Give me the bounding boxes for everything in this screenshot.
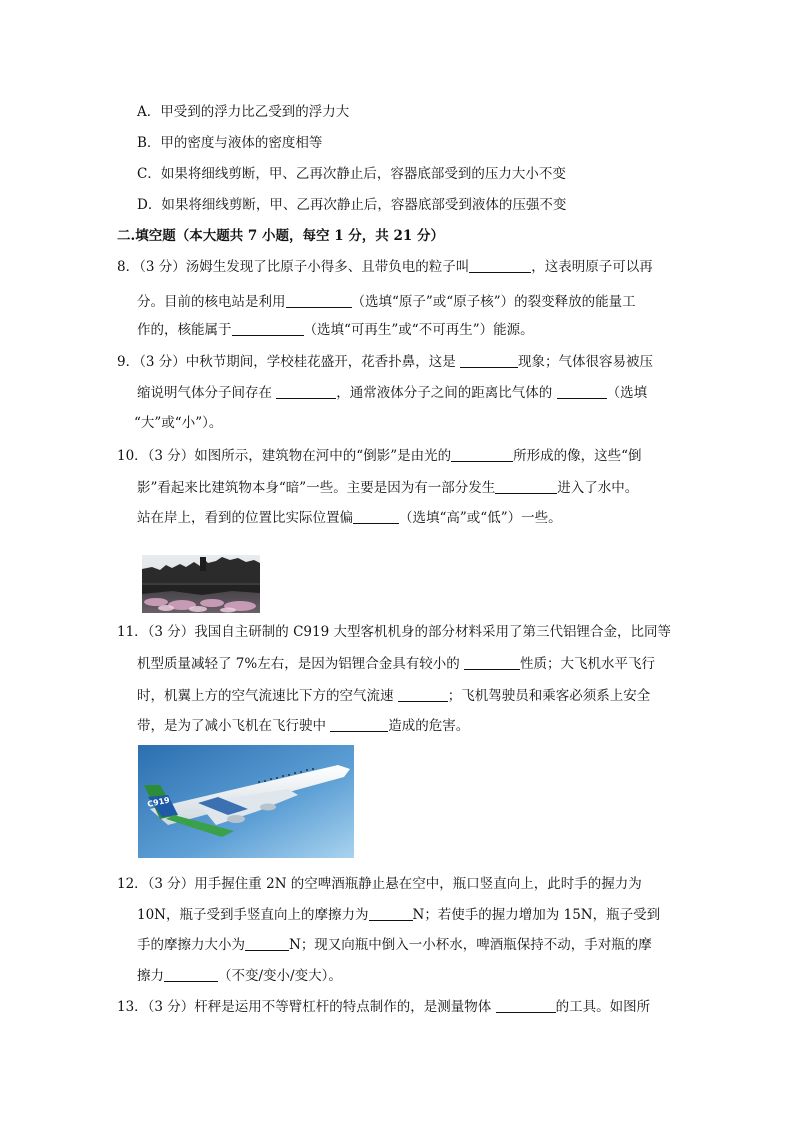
answer-blank[interactable] <box>164 967 218 982</box>
q10-line-3: 站在岸上，看到的位置比实际位置偏 （选填“高”或“低”）一些。 <box>137 510 562 526</box>
q10-line-1: 10．（3 分）如图所示，建筑物在河中的“倒影”是由光的 所形成的像，这些“倒 <box>117 448 642 464</box>
q8-line-1: 8．（3 分）汤姆生发现了比原子小得多、且带负电的粒子叫 ，这表明原子可以再 <box>117 259 653 275</box>
q11-line-1: 11．（3 分）我国自主研制的 C919 大型客机机身的部分材料采用了第三代铝锂合金，比同等 <box>117 624 671 640</box>
q12-line-3: 手的摩擦力大小为 N；现又向瓶中倒入一小杯水，啤酒瓶保持不动，手对瓶的摩 <box>137 937 652 953</box>
q9-line-1: 9．（3 分）中秋节期间，学校桂花盛开，花香扑鼻，这是 现象；气体很容易被压 <box>117 354 654 370</box>
answer-blank[interactable] <box>496 998 556 1013</box>
answer-blank[interactable] <box>469 258 531 273</box>
q12-line-2: 10N，瓶子受到手竖直向上的摩擦力为 N；若使手的握力增加为 15N，瓶子受到 <box>137 907 661 923</box>
option-c: C．如果将细线剪断，甲、乙再次静止后，容器底部受到的压力大小不变 <box>137 166 566 182</box>
answer-blank[interactable] <box>557 384 607 399</box>
answer-blank[interactable] <box>464 655 520 670</box>
q11-line-2: 机型质量减轻了 7%左右，是因为铝锂合金具有较小的 性质；大飞机水平飞行 <box>137 656 655 672</box>
option-d: D．如果将细线剪断，甲、乙再次静止后，容器底部受到液体的压强不变 <box>137 197 567 213</box>
c919-airplane-image <box>138 745 354 858</box>
river-reflection-image <box>142 555 260 613</box>
q12-line-1: 12．（3 分）用手握住重 2N 的空啤酒瓶静止悬在空中，瓶口竖直向上，此时手的握力为 <box>117 876 642 892</box>
q11-line-3: 时，机翼上方的空气流速比下方的空气流速 ；飞机驾驶员和乘客必须系上安全 <box>137 688 651 704</box>
answer-blank[interactable] <box>460 353 518 368</box>
q9-line-2: 缩说明气体分子间存在 ，通常液体分子之间的距离比气体的 （选填 <box>137 385 648 401</box>
answer-blank[interactable] <box>286 293 352 308</box>
plane-tail-label: C919 <box>146 795 171 809</box>
q8-line-2: 分。目前的核电站是利用 （选填“原子”或“原子核”）的裂变释放的能量工 <box>137 294 636 310</box>
answer-blank[interactable] <box>245 936 289 951</box>
answer-blank[interactable] <box>353 509 399 524</box>
answer-blank[interactable] <box>276 384 336 399</box>
section-heading: 二.填空题（本大题共 7 小题，每空 1 分，共 21 分） <box>117 228 444 244</box>
airplane-photo-svg <box>138 745 354 858</box>
q9-line-3: “大”或“小”）。 <box>134 415 223 431</box>
answer-blank[interactable] <box>330 717 388 732</box>
answer-blank[interactable] <box>451 447 513 462</box>
reflection-photo-svg <box>142 555 260 613</box>
option-b: B．甲的密度与液体的密度相等 <box>137 135 323 151</box>
answer-blank[interactable] <box>232 321 304 336</box>
q13-line-1: 13．（3 分）杆秤是运用不等臂杠杆的特点制作的，是测量物体 的工具。如图所 <box>117 999 651 1015</box>
q11-line-4: 带，是为了减小飞机在飞行驶中 造成的危害。 <box>137 718 470 734</box>
q8-line-3: 作的，核能属于 （选填“可再生”或“不可再生”）能源。 <box>137 322 534 338</box>
option-a: A．甲受到的浮力比乙受到的浮力大 <box>137 104 350 120</box>
answer-blank[interactable] <box>369 906 413 921</box>
answer-blank[interactable] <box>398 687 448 702</box>
q12-line-4: 擦力 （不变/变小/变大）。 <box>137 968 342 984</box>
q10-line-2: 影”看起来比建筑物本身“暗”一些。主要是因为有一部分发生 进入了水中。 <box>137 480 639 496</box>
answer-blank[interactable] <box>495 479 557 494</box>
